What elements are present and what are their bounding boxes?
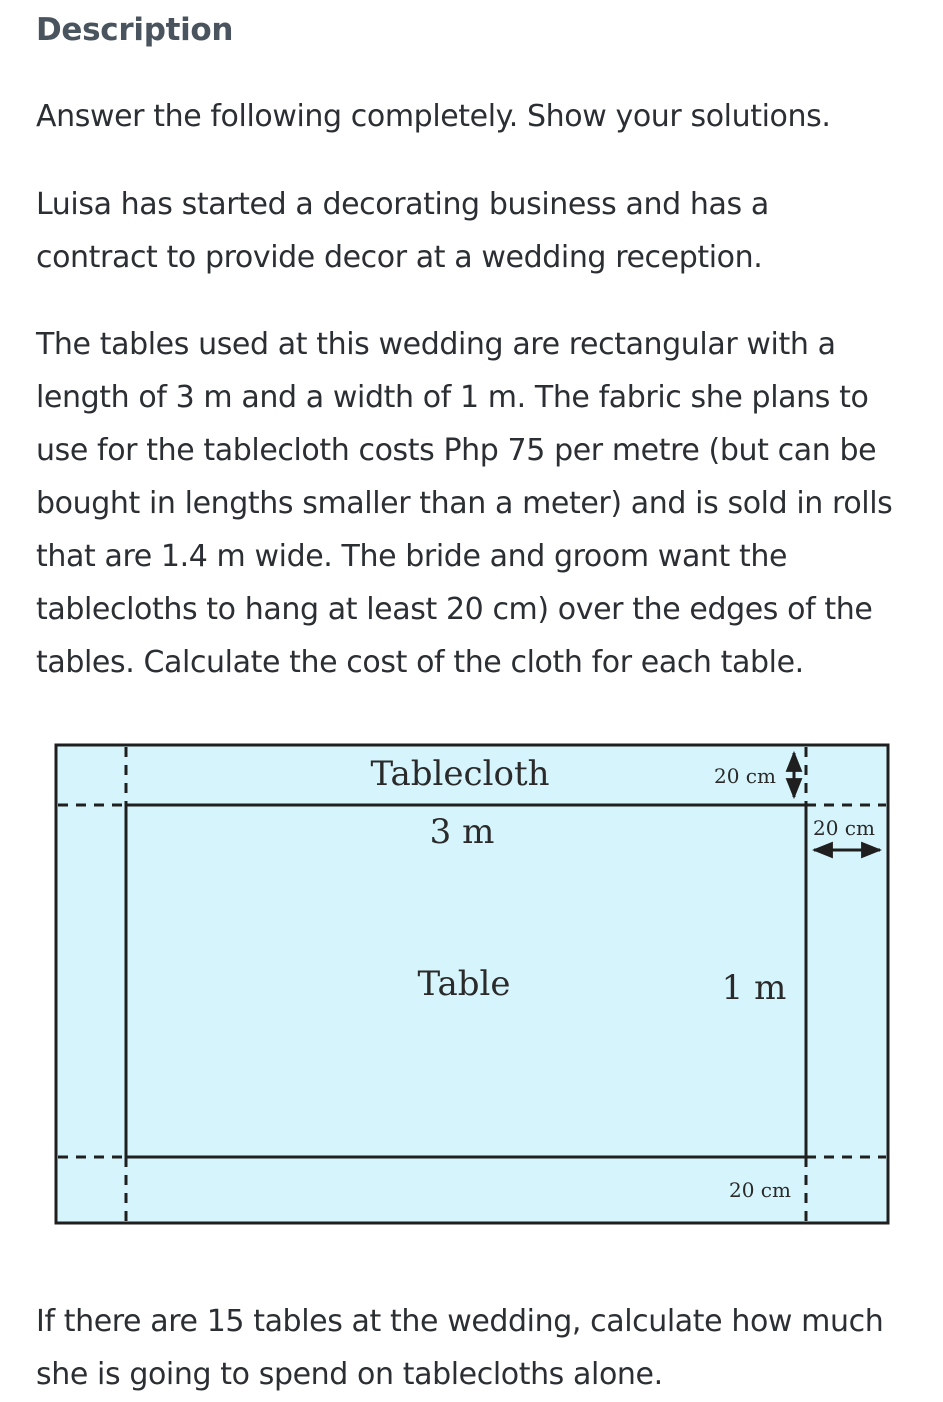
problem-line: use for the tablecloth costs Php 75 per metre (but can be (36, 433, 877, 468)
intro-line: contract to provide decor at a wedding reception. (36, 240, 763, 275)
problem-line: that are 1.4 m wide. The bride and groom want the (36, 539, 788, 574)
intro-paragraph (36, 178, 926, 284)
followup-line: she is going to spend on tablecloths alone. (36, 1357, 663, 1392)
instruction-text: Answer the following completely. Show your solutions. (36, 99, 831, 134)
tablecloth-label: Tablecloth (370, 754, 550, 794)
tablecloth-diagram (54, 743, 890, 1225)
problem-paragraph (36, 318, 926, 689)
table-label: Table (417, 964, 511, 1004)
problem-line: length of 3 m and a width of 1 m. The fabric she plans to (36, 380, 869, 415)
problem-line: bought in lengths smaller than a meter) and is sold in rolls (36, 486, 893, 521)
overhang-right-label: 20 cm (813, 816, 875, 840)
problem-line: The tables used at this wedding are rectangular with a (36, 327, 836, 362)
page-heading: Description (36, 12, 234, 48)
problem-line: tables. Calculate the cost of the cloth for each table. (36, 645, 804, 680)
problem-line: tablecloths to hang at least 20 cm) over the edges of the (36, 592, 873, 627)
followup-paragraph (36, 1295, 926, 1401)
overhang-top-label: 20 cm (714, 764, 776, 788)
intro-line: Luisa has started a decorating business and has a (36, 187, 769, 222)
length-label: 3 m (429, 812, 495, 852)
overhang-bottom-label: 20 cm (729, 1178, 791, 1202)
width-label: 1 m (721, 968, 787, 1008)
followup-line: If there are 15 tables at the wedding, calculate how much (36, 1304, 884, 1339)
